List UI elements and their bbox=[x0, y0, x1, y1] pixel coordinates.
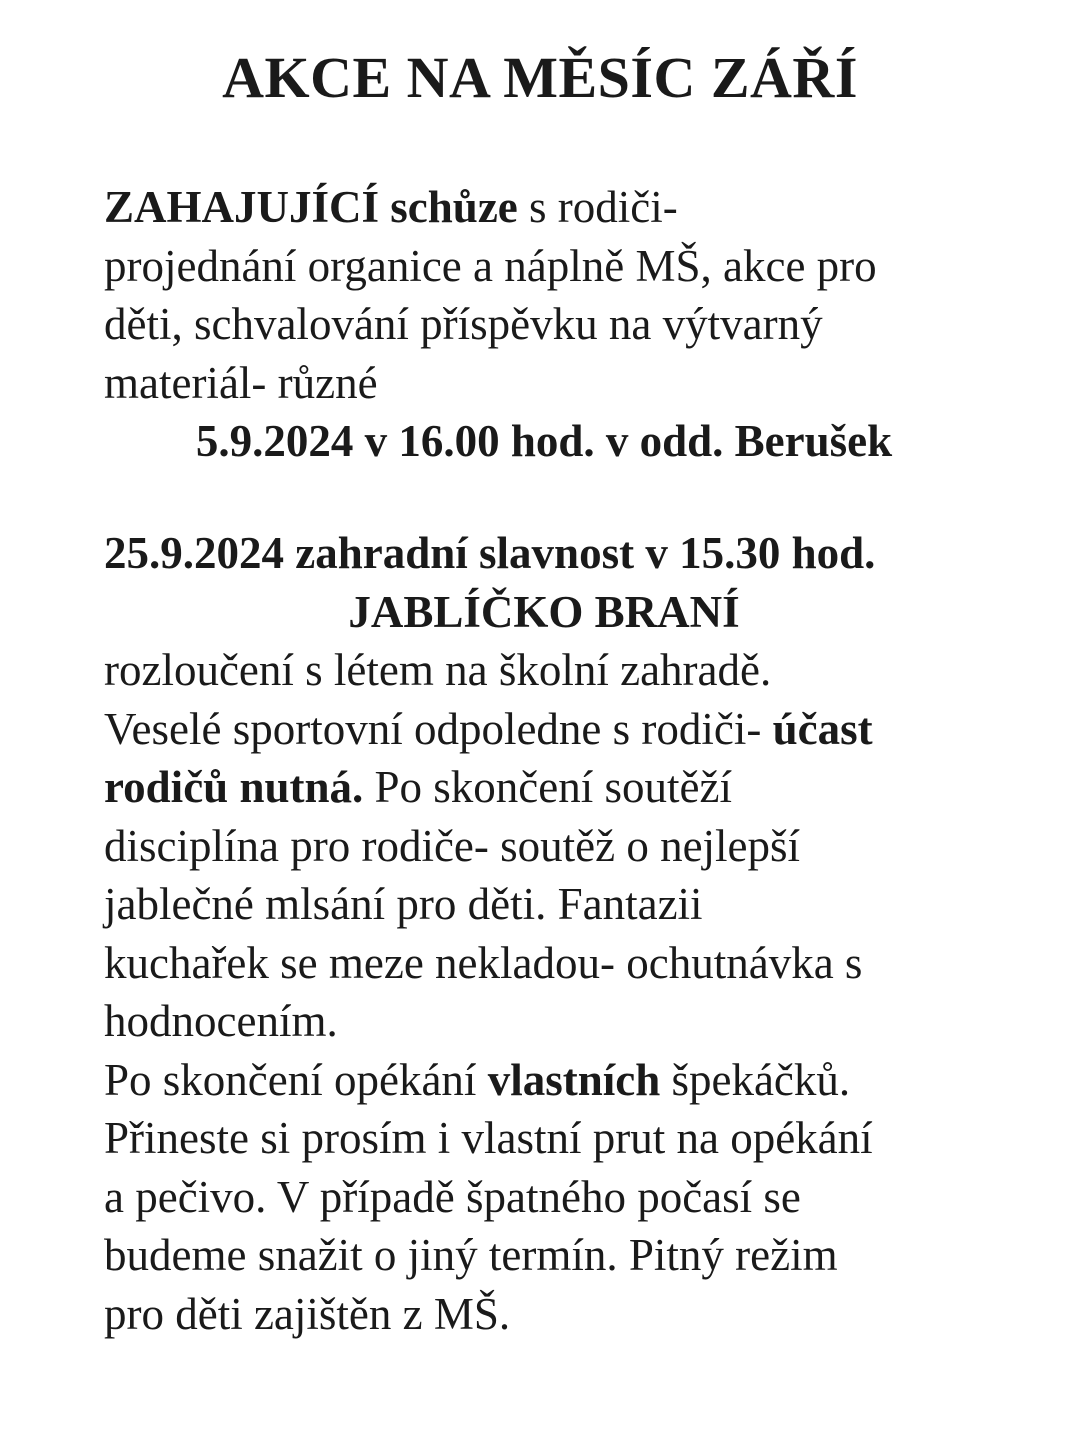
garden-party-line-3 bbox=[104, 758, 1004, 817]
garden-party-line-5: jablečné mlsání pro děti. Fantazii bbox=[104, 879, 703, 929]
garden-party-line-11: budeme snažit o jiný termín. Pitný režim bbox=[104, 1230, 838, 1280]
garden-party-line-8-bold: vlastních bbox=[487, 1054, 661, 1105]
meeting-line-1-rest: s rodiči- bbox=[529, 182, 678, 232]
meeting-line-4: materiál- různé bbox=[104, 357, 378, 408]
garden-party-section bbox=[104, 524, 1004, 1343]
page-title: AKCE NA MĚSÍC ZÁŘÍ bbox=[222, 45, 858, 110]
garden-party-line-12: pro děti zajištěn z MŠ. bbox=[104, 1288, 511, 1339]
meeting-lead-bold-2: schůze bbox=[390, 182, 518, 232]
garden-party-line-2-text: Veselé sportovní odpoledne s rodiči- bbox=[104, 703, 762, 754]
meeting-lead-bold-1: ZAHAJUJÍCÍ bbox=[104, 182, 380, 232]
meeting-date-time: 5.9.2024 v 16.00 hod. v odd. Berušek bbox=[195, 416, 893, 466]
meeting-line-2: projednání organice a náplně MŠ, akce pro bbox=[104, 240, 877, 291]
garden-party-line-4: disciplína pro rodiče- soutěž o nejlepší bbox=[104, 820, 801, 871]
garden-party-line-2 bbox=[104, 700, 1004, 759]
garden-party-line-3-bold: rodičů nutná. bbox=[104, 762, 364, 812]
opening-meeting-section bbox=[104, 178, 1004, 471]
garden-party-line-6: kuchařek se meze nekladou- ochutnávka s bbox=[104, 937, 863, 988]
garden-party-line-8-end: špekáčků. bbox=[671, 1054, 851, 1105]
garden-party-line-2-bold: účast bbox=[772, 703, 873, 754]
garden-party-name: JABLÍČKO BRANÍ bbox=[348, 586, 740, 637]
garden-party-line-1: rozloučení s létem na školní zahradě. bbox=[104, 645, 772, 695]
garden-party-line-10: a pečivo. V případě špatného počasí se bbox=[104, 1171, 801, 1222]
garden-party-line-7: hodnocením. bbox=[104, 996, 338, 1046]
garden-party-line-3-text: Po skončení soutěží bbox=[374, 762, 732, 812]
meeting-line-1 bbox=[104, 178, 1004, 237]
garden-party-line-9: Přineste si prosím i vlastní prut na opékání bbox=[104, 1113, 873, 1163]
garden-party-headline: 25.9.2024 zahradní slavnost v 15.30 hod. bbox=[104, 528, 876, 578]
garden-party-line-8-text: Po skončení opékání bbox=[104, 1054, 477, 1105]
meeting-line-3: děti, schvalování příspěvku na výtvarný bbox=[104, 299, 823, 349]
garden-party-line-8 bbox=[104, 1051, 1004, 1110]
